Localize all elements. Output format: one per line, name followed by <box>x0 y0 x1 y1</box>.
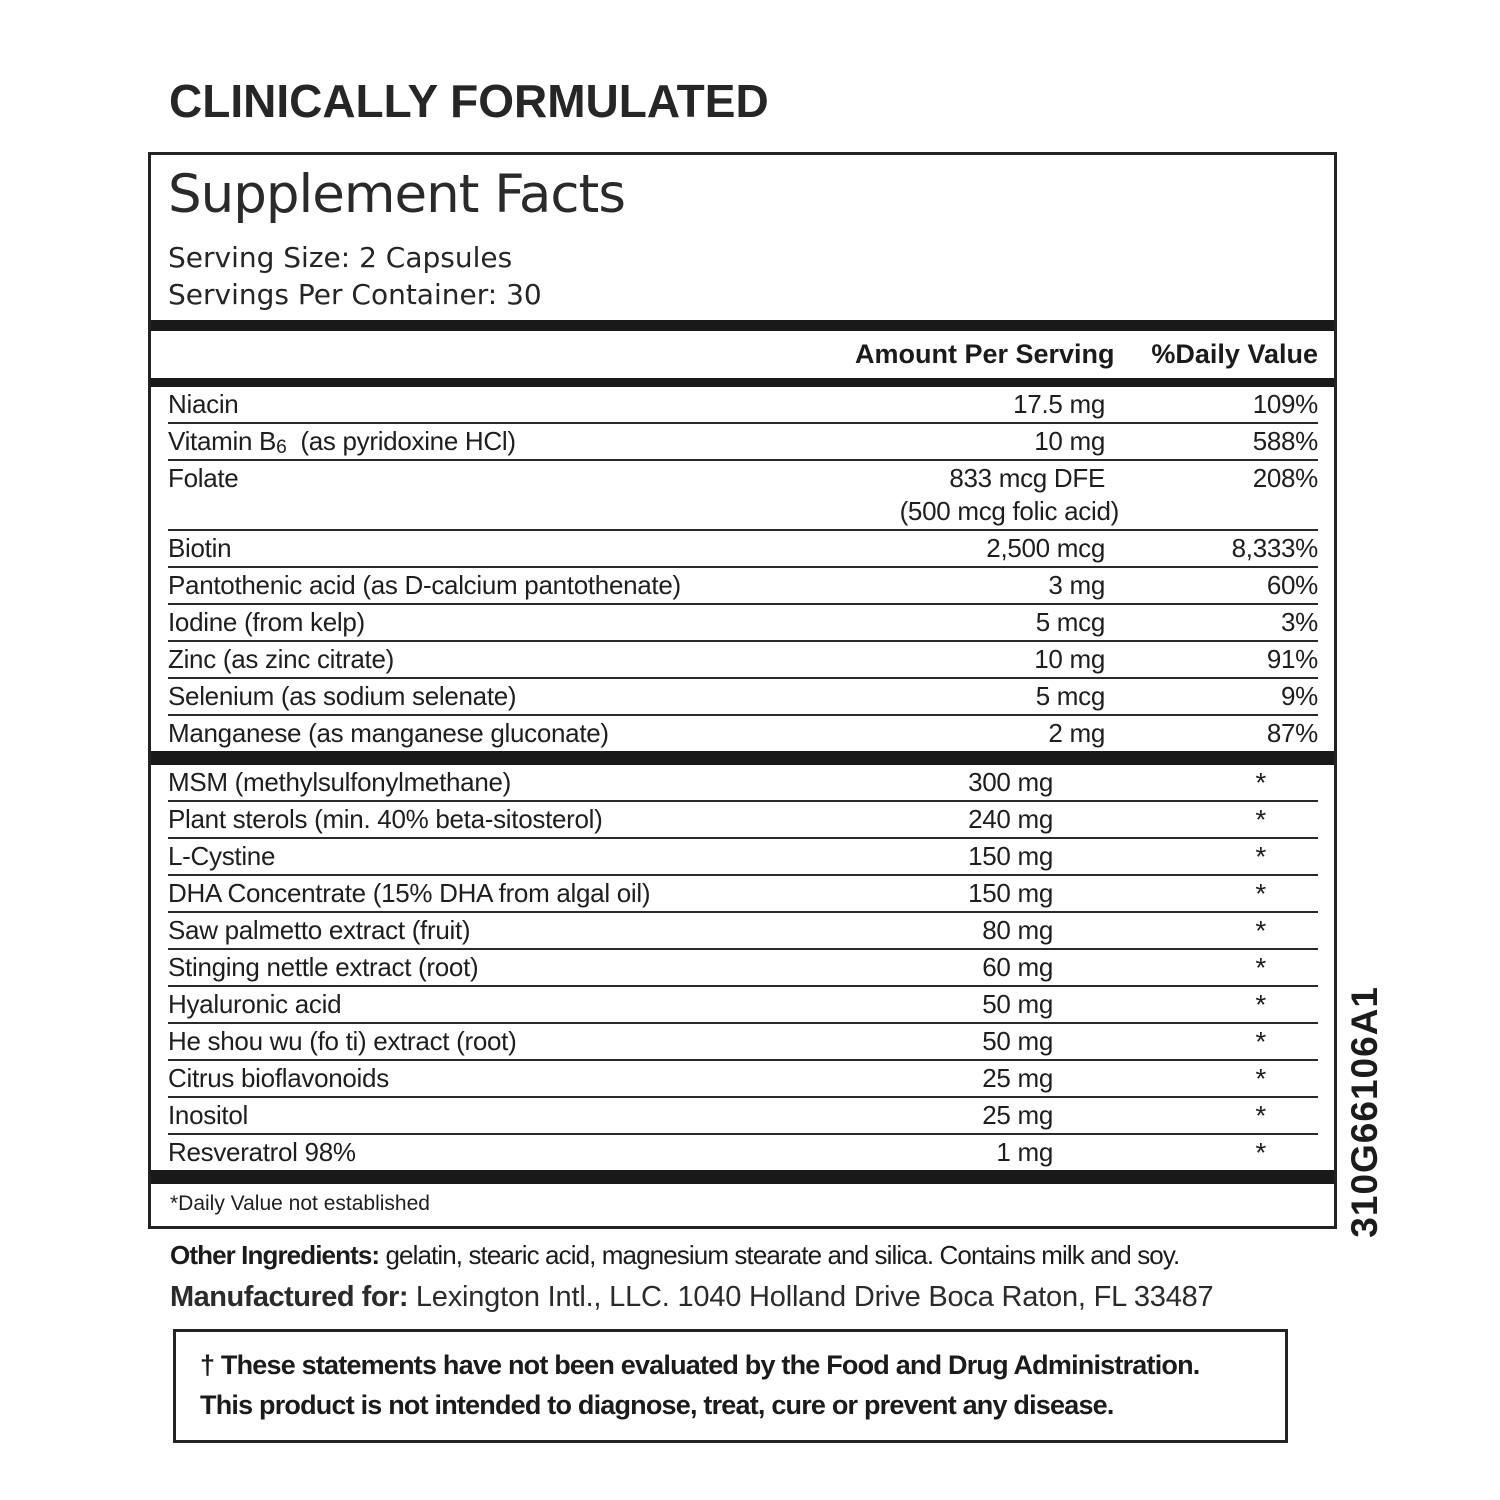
nutrient-daily-value: * <box>1255 1137 1266 1168</box>
nutrient-daily-value: 208% <box>1252 463 1318 493</box>
nutrient-name: MSM (methylsulfonylmethane) <box>168 767 512 797</box>
nutrient-row <box>168 714 1318 751</box>
nutrient-amount: 50 mg <box>982 989 1053 1019</box>
lot-code: 310G66106A1 <box>1344 986 1385 1238</box>
nutrient-name: L-Cystine <box>168 841 276 871</box>
other-ingredients-label: Other Ingredients: <box>170 1240 380 1270</box>
table-header-row <box>168 331 1318 378</box>
nutrient-amount: 60 mg <box>982 952 1053 982</box>
nutrient-daily-value: * <box>1255 767 1266 798</box>
specialty-ingredients-section <box>168 765 1318 1170</box>
other-ingredients-line <box>170 1240 1335 1271</box>
nutrient-amount: 5 mcg <box>1035 607 1105 637</box>
nutrient-amount: 17.5 mg <box>1013 389 1105 419</box>
nutrient-amount: 3 mg <box>1048 570 1105 600</box>
nutrient-row <box>168 1059 1318 1096</box>
divider-bar-top <box>151 320 1334 331</box>
nutrient-row <box>168 800 1318 837</box>
manufactured-for-text: Lexington Intl., LLC. 1040 Holland Drive Boca Raton, FL 33487 <box>408 1281 1214 1313</box>
divider-bar-mid <box>151 751 1334 765</box>
top-headline: CLINICALLY FORMULATED <box>169 75 769 127</box>
manufactured-for-label: Manufactured for: <box>170 1281 408 1313</box>
nutrient-amount: 5 mcg <box>1035 681 1105 711</box>
nutrient-daily-value: 9% <box>1281 681 1318 711</box>
nutrient-name: He shou wu (fo ti) extract (root) <box>168 1026 517 1056</box>
nutrient-name: Iodine (from kelp) <box>168 607 365 637</box>
nutrient-daily-value: * <box>1255 915 1266 946</box>
nutrient-amount: 833 mcg DFE (500 mcg folic acid) <box>855 462 1105 528</box>
supplement-facts-panel <box>148 152 1337 1229</box>
nutrient-row <box>168 765 1318 800</box>
nutrient-row <box>168 874 1318 911</box>
nutrient-name: Zinc (as zinc citrate) <box>168 644 395 674</box>
nutrient-daily-value: 87% <box>1266 718 1318 748</box>
nutrient-amount: 80 mg <box>982 915 1053 945</box>
nutrient-name: DHA Concentrate (15% DHA from algal oil) <box>168 878 651 908</box>
nutrient-row <box>168 1096 1318 1133</box>
nutrient-amount: 10 mg <box>1034 426 1105 456</box>
nutrient-amount: 2 mg <box>1048 718 1105 748</box>
nutrient-amount: 1 mg <box>996 1137 1053 1167</box>
nutrient-daily-value: * <box>1255 952 1266 983</box>
nutrient-name: Manganese (as manganese gluconate) <box>168 718 609 748</box>
nutrient-daily-value: 60% <box>1266 570 1318 600</box>
nutrient-daily-value: 109% <box>1252 389 1318 419</box>
nutrient-name: Selenium (as sodium selenate) <box>168 681 517 711</box>
nutrient-daily-value: * <box>1255 841 1266 872</box>
fda-disclaimer-box <box>173 1329 1288 1443</box>
nutrient-row <box>168 566 1318 603</box>
nutrient-amount: 25 mg <box>982 1100 1053 1130</box>
nutrient-row <box>168 387 1318 422</box>
nutrient-amount: 150 mg <box>968 878 1053 908</box>
other-ingredients-text: gelatin, stearic acid, magnesium stearate and silica. Contains milk and soy. <box>379 1240 1180 1270</box>
nutrient-name: Plant sterols (min. 40% beta-sitosterol) <box>168 804 603 834</box>
nutrient-row <box>168 1133 1318 1170</box>
nutrient-name: Inositol <box>168 1100 248 1130</box>
divider-bar-header <box>151 378 1334 387</box>
nutrient-row <box>168 459 1318 529</box>
nutrient-row <box>168 603 1318 640</box>
nutrient-name: Hyaluronic acid <box>168 989 342 1019</box>
nutrient-row <box>168 837 1318 874</box>
nutrient-daily-value: * <box>1255 989 1266 1020</box>
nutrient-name: Saw palmetto extract (fruit) <box>168 915 471 945</box>
serving-info <box>168 239 1318 313</box>
nutrient-row <box>168 529 1318 566</box>
nutrient-name: Folate <box>168 463 239 493</box>
nutrient-daily-value: 8,333% <box>1231 533 1318 563</box>
daily-value-footnote: *Daily Value not established <box>170 1192 430 1215</box>
panel-title: Supplement Facts <box>168 164 625 225</box>
vitamins-minerals-section <box>168 387 1318 751</box>
nutrient-row <box>168 677 1318 714</box>
nutrient-amount-note: (500 mcg folic acid) <box>899 496 1119 526</box>
nutrient-daily-value: 3% <box>1281 607 1318 637</box>
nutrient-amount: 240 mg <box>968 804 1053 834</box>
nutrient-daily-value: * <box>1255 1026 1266 1057</box>
nutrient-row <box>168 911 1318 948</box>
nutrient-daily-value: * <box>1255 1100 1266 1131</box>
nutrient-amount: 25 mg <box>982 1063 1053 1093</box>
nutrient-row <box>168 948 1318 985</box>
manufactured-for-line <box>170 1281 1345 1314</box>
divider-bar-bottom <box>151 1170 1334 1184</box>
nutrient-name: Vitamin $B_6$ (as pyridoxine HCl) <box>168 426 516 458</box>
nutrient-row <box>168 422 1318 459</box>
column-header-amount: Amount Per Serving <box>855 339 1115 369</box>
serving-size: Serving Size: 2 Capsules <box>168 241 513 274</box>
nutrient-name: Biotin <box>168 533 232 563</box>
nutrient-daily-value: * <box>1255 878 1266 909</box>
nutrient-amount: 150 mg <box>968 841 1053 871</box>
nutrient-row <box>168 1022 1318 1059</box>
nutrient-amount: 2,500 mcg <box>986 533 1105 563</box>
nutrient-daily-value: 91% <box>1266 644 1318 674</box>
nutrient-name: Stinging nettle extract (root) <box>168 952 479 982</box>
nutrient-row <box>168 640 1318 677</box>
nutrient-name: Resveratrol 98% <box>168 1137 356 1167</box>
nutrient-daily-value: * <box>1255 804 1266 835</box>
nutrient-amount: 10 mg <box>1034 644 1105 674</box>
servings-per-container: Servings Per Container: 30 <box>168 278 542 311</box>
column-header-daily-value: %Daily Value <box>1151 339 1318 369</box>
nutrient-row <box>168 985 1318 1022</box>
fda-disclaimer-line-2: This product is not intended to diagnose, treat, cure or prevent any disease. <box>200 1390 1114 1420</box>
nutrient-amount: 300 mg <box>968 767 1053 797</box>
fda-disclaimer-line-1: † These statements have not been evaluated by the Food and Drug Administration. <box>200 1350 1200 1380</box>
nutrient-daily-value: 588% <box>1252 426 1318 456</box>
nutrient-amount: 50 mg <box>982 1026 1053 1056</box>
nutrient-name: Niacin <box>168 389 239 419</box>
nutrient-name: Citrus bioflavonoids <box>168 1063 389 1093</box>
nutrient-daily-value: * <box>1255 1063 1266 1094</box>
nutrient-name: Pantothenic acid (as D-calcium pantothenate) <box>168 570 681 600</box>
